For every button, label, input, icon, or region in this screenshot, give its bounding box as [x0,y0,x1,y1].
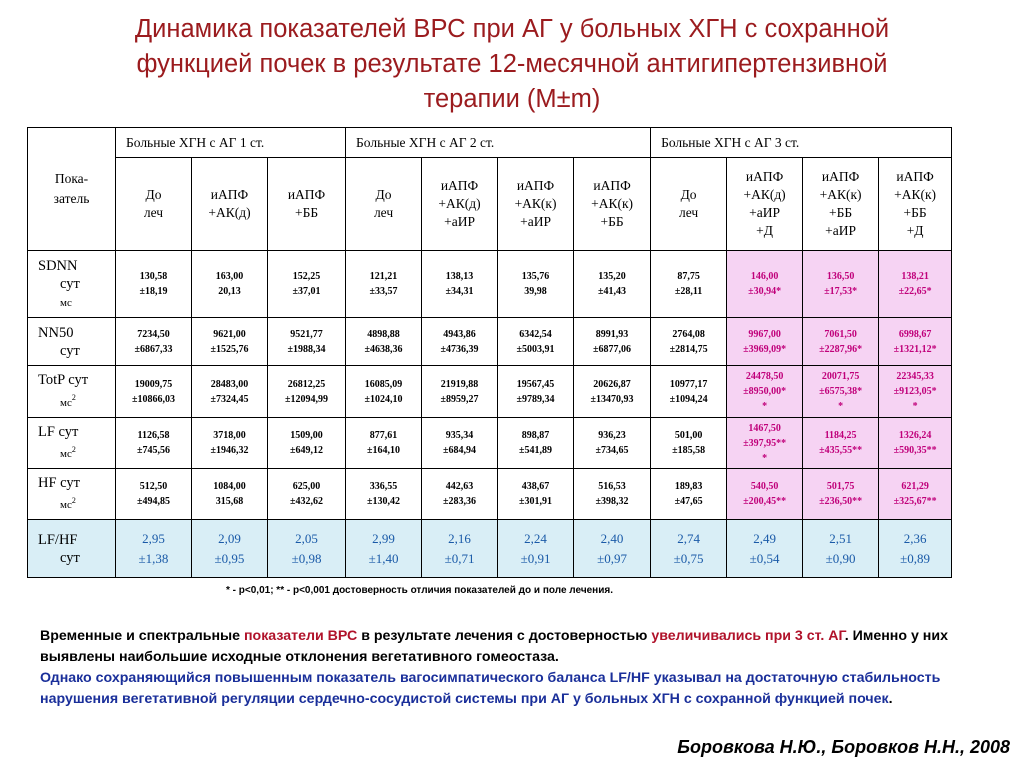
cell-line: 935,34 [445,430,474,441]
cell-line: 20,13 [218,286,241,297]
cell-line: ±494,85 [137,496,170,507]
value-cell [192,469,268,520]
cell-line: +Д [906,223,924,238]
cell-line: 2,36 [903,530,927,546]
cell-line: +аИР [520,214,551,229]
value-cell [803,366,879,418]
cell-line: леч [373,205,394,220]
cell-line: ±745,56 [137,445,170,456]
cell-line: * [762,401,768,412]
cell-line: 8991,93 [595,328,629,340]
cell-line: иАПФ [440,178,479,193]
cell-line: ±1024,10 [364,393,403,405]
value-cell [192,251,268,318]
cell-line: 2,05 [295,530,318,546]
conclusion-end: . [888,691,893,707]
cell-line: ±22,65* [898,286,932,297]
value-cell [574,469,651,520]
row-label [28,318,116,366]
title-line-2: функцией почек в результате 12-месячной антигипертензивной [136,50,888,78]
cell-line: 26812,25 [287,378,326,390]
cell-line: ±34,31 [445,286,474,297]
value-cell [346,318,422,366]
cell-line: 438,67 [521,481,550,492]
value-cell [192,366,268,418]
cell-line: ±9789,34 [516,393,555,405]
value-cell [651,318,727,366]
conclusion-part: в результате лечения с достоверностью [357,628,652,644]
value-cell [268,318,346,366]
conclusion-text [40,626,990,710]
cell-line: иАПФ [210,187,249,202]
title-line-1: Динамика показателей ВРС при АГ у больных ХГН с сохранной [134,15,890,43]
treatment-header [422,158,498,251]
cell-line: иАПФ [821,169,860,184]
value-cell [346,251,422,318]
cell-line: ±0,98 [291,550,322,566]
cell-line: ±0,97 [597,550,627,566]
cell-line: ±30,94* [748,286,782,297]
value-cell [574,251,651,318]
treatment-header [116,158,192,251]
cell-line: 28483,00 [210,378,249,390]
cell-line: +АК(к) [591,196,634,211]
cell-line: 22345,33 [896,371,934,382]
cell-line: 2,74 [677,530,700,546]
value-cell [192,418,268,469]
cell-line: 540,50 [750,481,779,492]
value-cell [727,366,803,418]
cell-line: 163,00 [215,271,244,282]
cell-line: +АК(д) [743,187,786,202]
cell-line: ±0,95 [214,550,245,566]
cell-line: ±37,01 [292,286,321,297]
cell-line: ±13470,93 [590,393,634,405]
cell-line: 6342,54 [519,328,552,340]
value-cell [727,520,803,578]
cell-line: +АК(к) [819,187,862,202]
value-cell [116,366,192,418]
cell-line: ±3969,09* [743,343,787,355]
row-label-sub: сут [60,549,80,566]
value-cell [268,418,346,469]
cell-line: 9967,00 [748,328,781,340]
cell-line: +АК(к) [514,196,557,211]
cell-line: * [762,452,768,464]
group-header: Больные ХГН с АГ 1 ст. [116,128,346,158]
cell-line: ±12094,99 [285,393,329,405]
conclusion-part: . Именно у них выявлены наибольшие исходные отклонения вегетативного гомеостаза. [40,628,948,665]
cell-line: ±1,40 [368,550,399,566]
cell-line: +ББ [600,214,624,229]
cell-line: ±33,57 [369,286,398,297]
value-cell [727,251,803,318]
cell-line: 2,51 [829,530,852,546]
cell-line: 1126,58 [137,430,170,441]
value-cell [879,520,952,578]
treatment-header [192,158,268,251]
value-cell [346,469,422,520]
cell-line: +Д [756,223,773,238]
treatment-header [268,158,346,251]
cell-line: 936,23 [598,430,626,441]
group-header: Больные ХГН с АГ 3 ст. [651,128,952,158]
cell-line: 6998,67 [898,328,932,340]
value-cell [498,251,574,318]
value-cell [116,418,192,469]
row-label [28,520,116,578]
treatment-header [498,158,574,251]
cell-line: ±435,55** [819,445,863,456]
row-label-main: TotP сут [38,372,89,389]
cell-line: ±18,19 [139,286,168,297]
cell-line: 135,20 [598,271,626,282]
cell-line: 10977,17 [669,378,708,390]
cell-line: ±541,89 [519,445,553,456]
value-cell [803,520,879,578]
cell-line: 21919,88 [440,378,479,390]
value-cell [192,318,268,366]
value-cell [879,318,952,366]
value-cell [346,418,422,469]
cell-line: ±649,12 [290,445,324,456]
value-cell [651,251,727,318]
cell-line: 501,75 [826,481,855,492]
cell-line: 20626,87 [593,378,631,390]
cell-line: 16085,09 [364,378,403,390]
cell-line: 1326,24 [898,430,932,441]
cell-line: ±2814,75 [669,343,708,355]
value-cell [116,520,192,578]
conclusion-part-2: Однако сохраняющийся повышенным показатель вагосимпатического баланса LF/HF указывал на достаточную стабильность нарушения вегетативной регуляции сердечно-сосудистой системы при АГ у больных ХГН с сохранной функцией почек [40,670,941,707]
cell-line: ±0,90 [825,550,856,566]
cell-line: +ББ [903,205,927,220]
row-label-main: NN50 [38,324,74,341]
treatment-header [879,158,952,251]
value-cell [498,318,574,366]
treatment-header [803,158,879,251]
value-cell [574,366,651,418]
cell-line: ±432,62 [290,496,324,507]
cell-line: 4943,86 [443,328,476,340]
value-cell [268,469,346,520]
cell-line: 625,00 [292,481,321,492]
row-unit: мс [60,396,72,409]
cell-line: 516,53 [598,481,626,492]
value-cell [879,469,952,520]
value-cell [116,251,192,318]
conclusion-highlight: показатели ВРС [243,628,358,644]
cell-line: 4898,88 [367,328,400,340]
cell-line: ±9123,05* [893,386,937,397]
cell-line: 877,61 [369,430,398,441]
cell-line: ±185,58 [672,445,706,456]
cell-line: ±2287,96* [819,343,863,355]
cell-line: 442,63 [445,481,474,492]
cell-line: ±301,91 [519,496,553,507]
value-cell [498,469,574,520]
cell-line: ±41,43 [598,286,627,297]
cell-line: леч [678,205,699,220]
cell-line: +ББ [829,205,853,220]
row-label-sub: сут [60,275,80,292]
cell-line: ±4736,39 [440,343,479,355]
cell-line: ±398,32 [595,496,629,507]
row-label-main: LF сут [38,423,79,440]
title-line-3: терапии (M±m) [423,85,601,113]
cell-line: 315,68 [215,496,244,507]
cell-line: 336,55 [369,481,398,492]
cell-line: 2,24 [524,530,547,546]
cell-line: иАПФ [516,178,555,193]
data-row [28,366,952,418]
cell-line: * [838,401,844,412]
value-cell [116,469,192,520]
cell-line: 1467,50 [748,422,781,434]
row-label [28,366,116,418]
cell-line: 20071,75 [821,371,860,382]
corner-line: затель [53,191,90,206]
treatment-header [727,158,803,251]
value-cell [498,520,574,578]
header-row-groups [28,128,952,158]
cell-line: 121,21 [369,271,398,282]
cell-line: ±200,45** [743,496,787,507]
cell-line: ±7324,45 [210,393,249,405]
value-cell [879,418,952,469]
cell-line: 189,83 [674,481,703,492]
cell-line: ±164,10 [367,445,401,456]
value-cell [422,469,498,520]
cell-line: 136,50 [826,271,855,282]
cell-line: 19567,45 [516,378,555,390]
value-cell [574,318,651,366]
slide-title [40,12,984,117]
cell-line: ±325,67** [893,496,937,507]
cell-line: +аИР [825,223,857,238]
cell-line: 9621,00 [213,328,246,340]
group-header: Больные ХГН с АГ 2 ст. [346,128,651,158]
cell-line: иАПФ [593,178,631,193]
cell-line: ±1525,76 [210,343,249,355]
cell-line: 135,76 [521,271,550,282]
value-cell [574,520,651,578]
value-cell [803,251,879,318]
cell-line: 7061,50 [824,328,857,340]
cell-line: ±130,42 [367,496,401,507]
value-cell [651,418,727,469]
value-cell [192,520,268,578]
cell-line: ±6877,06 [593,343,632,355]
cell-line: +АК(д) [438,196,481,211]
cell-line: 19009,75 [134,378,173,390]
cell-line: 152,25 [292,271,321,282]
cell-line: 898,87 [521,430,550,441]
cell-line: 24478,50 [745,371,784,382]
cell-line: ±236,50** [819,496,863,507]
cell-line: +АК(д) [208,205,251,220]
unit-superscript: 2 [71,393,76,403]
cell-line: иАПФ [287,187,326,202]
cell-line: 501,00 [674,430,703,441]
unit-superscript: 2 [71,444,76,454]
value-cell [422,520,498,578]
value-cell [268,366,346,418]
cell-line: 2,09 [218,530,241,546]
value-cell [498,366,574,418]
row-label-main: SDNN [38,257,78,274]
cell-line: ±6575,38* [819,386,863,397]
cell-line: +ББ [294,205,319,220]
cell-line: ±1321,12* [893,343,937,355]
value-cell [727,418,803,469]
cell-line: ±0,71 [444,550,475,566]
cell-line: * [912,401,918,412]
value-cell [651,520,727,578]
cell-line: 130,58 [139,271,168,282]
value-cell [422,366,498,418]
cell-line: ±1,38 [138,550,169,566]
value-cell [727,318,803,366]
cell-line: 2,16 [448,530,471,546]
value-cell [651,469,727,520]
value-cell [268,520,346,578]
cell-line: До [375,187,392,202]
cell-line: ±283,36 [443,496,477,507]
value-cell [268,251,346,318]
value-cell [803,418,879,469]
value-cell [879,251,952,318]
cell-line: 2,95 [142,530,165,546]
cell-line: 3718,00 [213,430,246,441]
value-cell [422,418,498,469]
cell-line: ±47,65 [674,496,703,507]
cell-line: 39,98 [524,286,547,297]
corner-header [28,128,116,251]
cell-line: 7234,50 [137,328,170,340]
cell-line: ±5003,91 [516,343,555,355]
data-row [28,251,952,318]
value-cell [803,318,879,366]
cell-line: иАПФ [745,169,784,184]
cell-line: 2,49 [753,530,776,546]
cell-line: ±10866,03 [132,393,175,405]
cell-line: 9521,77 [290,328,323,340]
row-label-main: HF сут [38,474,80,491]
cell-line: 2,99 [372,530,395,546]
header-row-treatments [28,158,952,251]
value-cell [727,469,803,520]
treatment-header [651,158,727,251]
cell-line: ±0,89 [900,550,931,566]
cell-line: 138,21 [901,271,929,282]
cell-line: ±1946,32 [210,445,249,456]
row-unit: мс [60,499,72,512]
value-cell [498,418,574,469]
cell-line: +аИР [444,214,475,229]
data-row [28,520,952,578]
cell-line: ±1988,34 [287,343,326,355]
corner-line: Пока- [54,171,89,186]
cell-line: +АК(к) [894,187,937,202]
cell-line: 512,50 [139,481,168,492]
cell-line: ±0,75 [673,550,704,566]
row-label [28,418,116,469]
cell-line: 2764,08 [672,328,705,340]
cell-line: ±0,54 [749,550,780,566]
cell-line: 2,40 [600,530,624,546]
conclusion-highlight: увеличивались при 3 ст. АГ [651,628,845,644]
cell-line: ±734,65 [595,445,629,456]
cell-line: +аИР [749,205,781,220]
cell-line: 1509,00 [290,430,323,441]
cell-line: ±684,94 [443,445,477,456]
row-label [28,469,116,520]
cell-line: ±0,91 [520,550,551,566]
value-cell [116,318,192,366]
row-label-main: LF/HF [38,531,78,548]
cell-line: 1184,25 [824,430,857,441]
value-cell [879,366,952,418]
cell-line: ±1094,24 [669,393,708,405]
cell-line: леч [143,205,164,220]
treatment-header [574,158,651,251]
value-cell [574,418,651,469]
value-cell [651,366,727,418]
cell-line: ±17,53* [824,286,858,297]
cell-line: ±397,95** [743,437,787,449]
value-cell [422,318,498,366]
cell-line: 87,75 [677,271,700,282]
cell-line: 1084,00 [213,481,246,492]
row-unit: мс [60,296,72,309]
cell-line: ±4638,36 [364,343,403,355]
treatment-header [346,158,422,251]
row-label-sub: сут [60,342,80,359]
cell-line: 621,29 [901,481,929,492]
data-row [28,469,952,520]
row-unit: мс [60,448,72,461]
cell-line: ±8950,00* [743,386,787,397]
cell-line: 146,00 [750,271,779,282]
unit-superscript: 2 [71,495,76,505]
cell-line: ±28,11 [674,286,703,297]
row-label [28,251,116,318]
value-cell [346,520,422,578]
hrv-table [27,127,952,578]
cell-line: ±590,35** [893,445,937,456]
data-row [28,318,952,366]
value-cell [346,366,422,418]
data-row [28,418,952,469]
cell-line: До [680,187,697,202]
footnote: * - p<0,01; ** - p<0,001 достоверность отличия показателей до и поле лечения. [226,585,613,596]
cell-line: 138,13 [445,271,474,282]
cell-line: До [145,187,162,202]
value-cell [803,469,879,520]
cell-line: иАПФ [896,169,934,184]
author-citation: Боровкова Н.Ю., Боровков Н.Н., 2008 [677,737,1010,757]
cell-line: ±8959,27 [440,393,479,405]
cell-line: ±6867,33 [134,343,173,355]
conclusion-part: Временные и спектральные [40,628,244,644]
value-cell [422,251,498,318]
